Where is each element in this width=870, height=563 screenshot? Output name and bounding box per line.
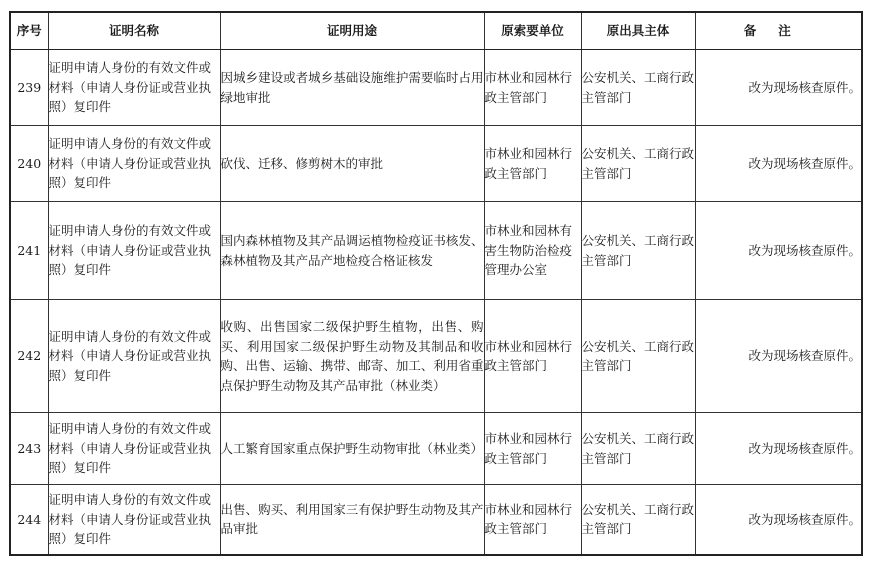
table-row (10, 50, 862, 126)
row-cert-name: 证明申请人身份的有效文件或材料（申请人身份证或营业执照）复印件 (48, 126, 220, 202)
header-unit: 原索要单位 (484, 12, 581, 50)
row-cert-use: 人工繁育国家重点保护野生动物审批（林业类） (220, 413, 484, 485)
table-row (10, 413, 862, 485)
table-row (10, 126, 862, 202)
row-cert-use: 国内森林植物及其产品调运植物检疫证书核发、森林植物及其产品产地检疫合格证核发 (220, 202, 484, 300)
row-no: 243 (10, 413, 48, 485)
row-issuer: 公安机关、工商行政主管部门 (581, 413, 695, 485)
row-remark: 改为现场核查原件。 (695, 485, 862, 555)
row-cert-name: 证明申请人身份的有效文件或材料（申请人身份证或营业执照）复印件 (48, 485, 220, 555)
header-remark: 备注 (695, 12, 862, 50)
row-unit: 市林业和园林有害生物防治检疫管理办公室 (484, 202, 581, 300)
table-row (10, 300, 862, 413)
row-remark: 改为现场核查原件。 (695, 202, 862, 300)
row-no: 239 (10, 50, 48, 126)
header-issuer: 原出具主体 (581, 12, 695, 50)
table-row (10, 485, 862, 555)
row-remark: 改为现场核查原件。 (695, 50, 862, 126)
row-unit: 市林业和园林行政主管部门 (484, 485, 581, 555)
row-issuer: 公安机关、工商行政主管部门 (581, 126, 695, 202)
row-unit: 市林业和园林行政主管部门 (484, 50, 581, 126)
row-cert-use: 出售、购买、利用国家三有保护野生动物及其产品审批 (220, 485, 484, 555)
row-unit: 市林业和园林行政主管部门 (484, 413, 581, 485)
row-no: 240 (10, 126, 48, 202)
row-cert-use: 因城乡建设或者城乡基础设施维护需要临时占用绿地审批 (220, 50, 484, 126)
certificate-table (9, 11, 863, 556)
header-no: 序号 (10, 12, 48, 50)
row-cert-name: 证明申请人身份的有效文件或材料（申请人身份证或营业执照）复印件 (48, 300, 220, 413)
row-cert-name: 证明申请人身份的有效文件或材料（申请人身份证或营业执照）复印件 (48, 50, 220, 126)
row-no: 241 (10, 202, 48, 300)
row-cert-name: 证明申请人身份的有效文件或材料（申请人身份证或营业执照）复印件 (48, 202, 220, 300)
row-issuer: 公安机关、工商行政主管部门 (581, 485, 695, 555)
row-no: 244 (10, 485, 48, 555)
row-no: 242 (10, 300, 48, 413)
row-issuer: 公安机关、工商行政主管部门 (581, 202, 695, 300)
row-issuer: 公安机关、工商行政主管部门 (581, 300, 695, 413)
row-remark: 改为现场核查原件。 (695, 300, 862, 413)
row-unit: 市林业和园林行政主管部门 (484, 300, 581, 413)
header-name: 证明名称 (48, 12, 220, 50)
row-cert-use: 收购、出售国家二级保护野生植物，出售、购买、利用国家二级保护野生动物及其制品和收购、出售、运输、携带、邮寄、加工、利用省重点保护野生动物及其产品审批（林业类） (220, 300, 484, 413)
row-remark: 改为现场核查原件。 (695, 126, 862, 202)
row-unit: 市林业和园林行政主管部门 (484, 126, 581, 202)
row-issuer: 公安机关、工商行政主管部门 (581, 50, 695, 126)
table-header (10, 12, 862, 50)
table-row (10, 202, 862, 300)
row-cert-use: 砍伐、迁移、修剪树木的审批 (220, 126, 484, 202)
header-use: 证明用途 (220, 12, 484, 50)
row-cert-name: 证明申请人身份的有效文件或材料（申请人身份证或营业执照）复印件 (48, 413, 220, 485)
table-body (10, 50, 862, 555)
row-remark: 改为现场核查原件。 (695, 413, 862, 485)
